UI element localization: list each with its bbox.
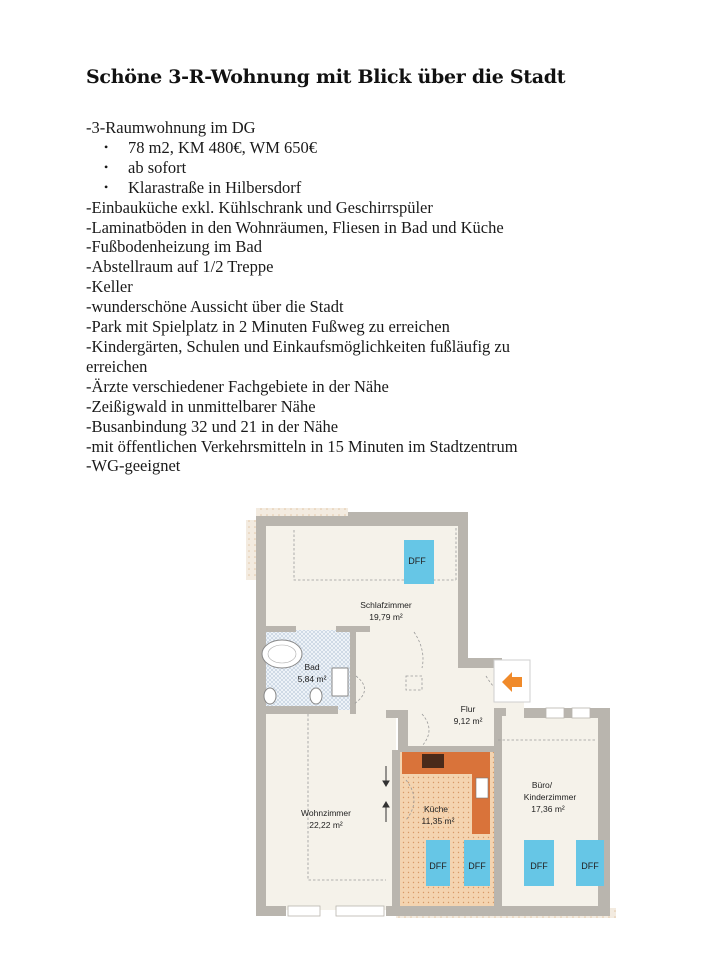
- bullet-item: [86, 178, 686, 198]
- bullet-text: ab sofort: [128, 157, 187, 177]
- room-area-wohnzimmer: 22,22 m²: [309, 820, 343, 830]
- room-name-flur: Flur: [460, 704, 476, 714]
- dff-label: DFF: [468, 861, 486, 871]
- kitchen-counter-top: [402, 752, 490, 774]
- room-name-wohnzimmer: Wohnzimmer: [301, 808, 351, 818]
- detail-line: -Kindergärten, Schulen und Einkaufsmöglichkeiten fußläufig zu: [86, 336, 510, 356]
- room-name-kueche: Küche: [423, 804, 449, 814]
- bullet-text: Klarastraße in Hilbersdorf: [128, 177, 302, 197]
- detail-line: erreichen: [86, 356, 148, 376]
- dff-label: DFF: [581, 861, 599, 871]
- sink-icon: [476, 778, 488, 798]
- detail-line: -mit öffentlichen Verkehrsmitteln in 15 Minuten im Stadtzentrum: [86, 436, 518, 456]
- washbasin-icon: [264, 688, 276, 704]
- dff-label: DFF: [429, 861, 447, 871]
- room-name-schlafzimmer: Schlafzimmer: [360, 600, 412, 610]
- bullet-item: [86, 158, 686, 178]
- floor-plan: [246, 500, 626, 920]
- bullet-dot-icon: •: [104, 139, 109, 154]
- detail-line: -WG-geeignet: [86, 456, 181, 476]
- stove-icon: [422, 754, 444, 768]
- detail-line: -Fußbodenheizung im Bad: [86, 237, 262, 257]
- detail-line: -Keller: [86, 277, 133, 297]
- room-area-buero: 17,36 m²: [531, 804, 565, 814]
- detail-line: -Park mit Spielplatz in 2 Minuten Fußweg zu erreichen: [86, 317, 450, 337]
- room-area-bad: 5,84 m²: [297, 674, 327, 684]
- room-name-buero: Büro/: [531, 780, 553, 790]
- shower-icon: [332, 668, 348, 696]
- detail-line: -Ärzte verschiedener Fachgebiete in der Nähe: [86, 376, 389, 396]
- room-area-flur: 9,12 m²: [453, 716, 483, 726]
- detail-line: -Busanbindung 32 und 21 in der Nähe: [86, 416, 339, 436]
- bullet-dot-icon: •: [104, 159, 109, 174]
- bullet-text: 78 m2, KM 480€, WM 650€: [128, 137, 317, 157]
- room-area-schlafzimmer: 19,79 m²: [369, 612, 403, 622]
- detail-line: -wunderschöne Aussicht über die Stadt: [86, 297, 344, 317]
- room-name-bad: Bad: [304, 662, 320, 672]
- toilet-icon: [310, 688, 322, 704]
- detail-line: -Laminatböden in den Wohnräumen, Fliesen in Bad und Küche: [86, 217, 504, 237]
- room-area-kueche: 11,35 m²: [421, 816, 455, 826]
- detail-line: -Zeißigwald in unmittelbarer Nähe: [86, 396, 316, 416]
- page-title: Schöne 3-R-Wohnung mit Blick über die Stadt: [86, 66, 566, 88]
- dff-label: DFF: [530, 861, 548, 871]
- detail-line: -Abstellraum auf 1/2 Treppe: [86, 257, 274, 277]
- detail-line: -Einbauküche exkl. Kühlschrank und Geschirrspüler: [86, 197, 433, 217]
- bullet-dot-icon: •: [104, 179, 109, 194]
- detail-line: -3-Raumwohnung im DG: [86, 118, 256, 137]
- dff-label: DFF: [408, 556, 426, 566]
- listing-details: [86, 118, 686, 476]
- bullet-item: [86, 138, 686, 158]
- room-name-kinderzimmer: Kinderzimmer: [523, 792, 577, 802]
